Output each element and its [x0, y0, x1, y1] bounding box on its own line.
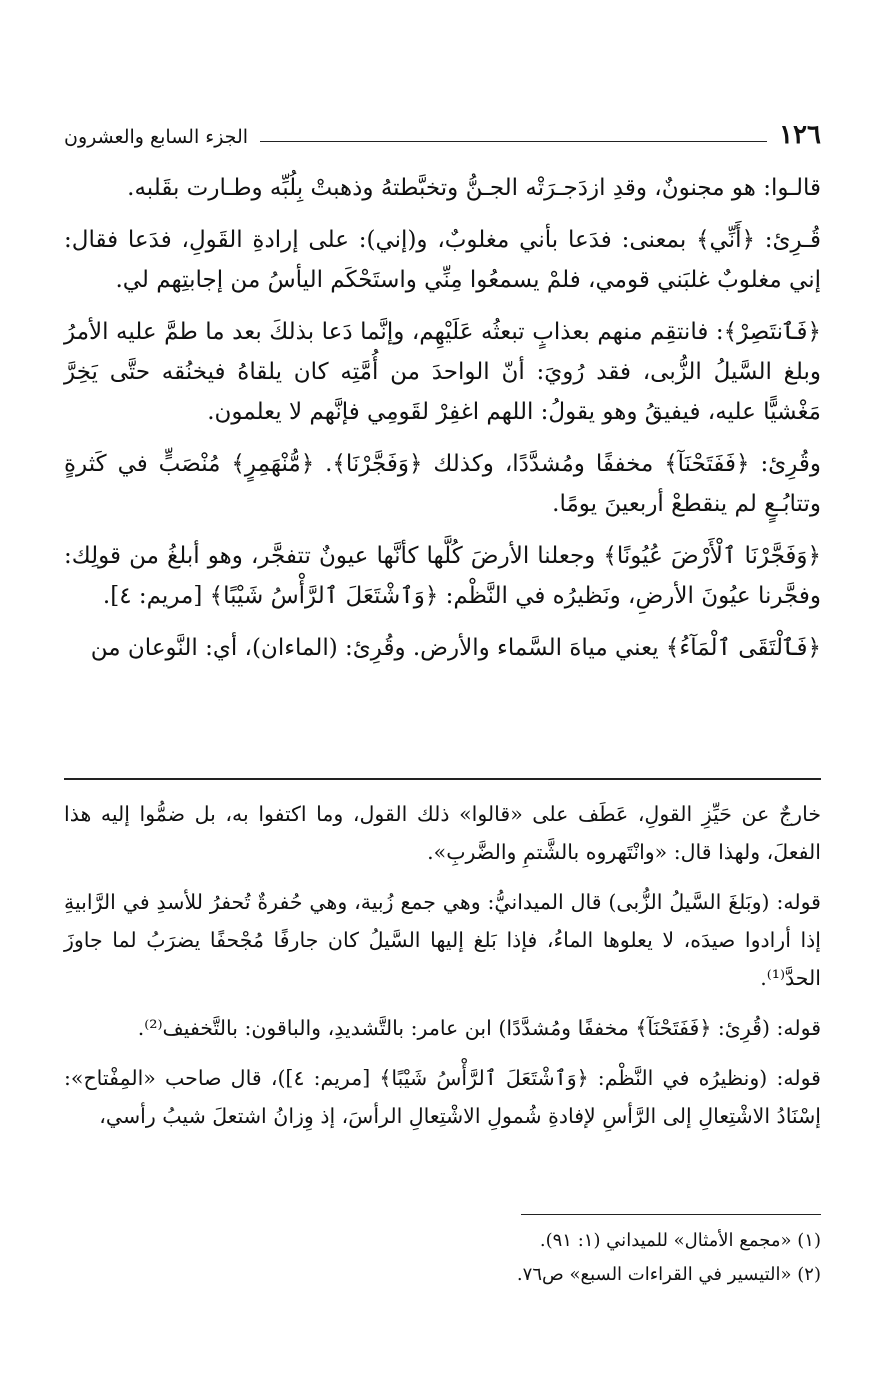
main-paragraph: ﴿فَٱلْتَقَى ٱلْمَآءُ﴾ يعني مياهَ السَّماء والأرض. وقُرِئ: (الماءان)، أي: النَّوعان من	[90, 635, 821, 661]
main-paragraph: ﴿وَفَجَّرْنَا ٱلْأَرْضَ عُيُونًا﴾ وجعلنا الأرضَ كُلَّها كأنَّها عيونٌ تتفجَّر، وهو أبلغُ من قولِك: وفجَّرنا عيُونَ الأرضِ، ونَظيرُه في النَّظْم: ﴿وَٱشْتَعَلَ ٱلرَّأْسُ شَيْبًا﴾ [مريم: ٤].	[64, 543, 821, 609]
footnote: (١) «مجمع الأمثال» للميداني (١: ٩١).	[539, 1230, 821, 1251]
main-text	[64, 168, 821, 680]
main-paragraph: ﴿فَٱنتَصِرْ﴾: فانتقِم منهم بعذابٍ تبعثُه عَلَيْهِم، وإنَّما دَعا بذلكَ بعد ما طمَّ عليه الأمرُ وبلغ السَّيلُ الزُّبى، فقد رُويَ: أنّ الواحدَ من أُمَّتِه كان يلقاهُ فيخنُقه حتَّى يَخِرَّ مَغْشيًّا عليه، فيفيقُ وهو يقولُ: اللهم اغفِرْ لقَومِي فإنَّهم لا يعلمون.	[64, 319, 821, 425]
commentary-paragraph: قوله: (وبَلغَ السَّيلُ الزُّبى) قال الميدانيُّ: وهي جمع زُبية، وهي حُفرةٌ تُحفرُ للأسدِ في الرَّابيةِ إذا أرادوا صيدَه، لا يعلوها الماءُ، فإذا بَلغ إليها السَّيلُ كان جارفًا مُجْحفًا يضرَبُ لما جاوزَ الحدَّ⁽¹⁾.	[64, 890, 821, 990]
footnote: (٢) «التيسير في القراءات السبع» ص٧٦.	[516, 1264, 821, 1285]
running-header	[64, 118, 821, 148]
main-paragraph: قُـرِئ: ﴿أَنِّي﴾ بمعنى: فدَعا بأني مغلوبٌ، و(إني): على إرادةِ القَولِ، فدَعا فقال: إني مغلوبٌ غلبَني قومي، فلمْ يسمعُوا مِنِّي واستَحْكَم اليأسُ من إجابتِهم لي.	[64, 227, 821, 293]
footnotes	[64, 1224, 821, 1292]
main-paragraph: قالـوا: هو مجنونٌ، وقدِ ازدَجـرَتْه الجـنُّ وتخبَّطتهُ وذهبتْ بِلُبِّه وطـارت بقَلبه.	[127, 175, 821, 201]
commentary-paragraph: قوله: (ونظيرُه في النَّظْم: ﴿وَٱشْتَعَلَ ٱلرَّأْسُ شَيْبًا﴾ [مريم: ٤])، قال صاحب «المِفْتاح»: إسْنَادُ الاشْتِعالِ إلى الرَّأسِ لإفادةِ شُمولِ الاشْتِعالِ الرأسَ، إذ وِزانُ اشتعلَ شيبُ رأسي،	[64, 1066, 821, 1128]
running-title: الجزء السابع والعشرون	[64, 126, 249, 148]
header-rule	[260, 141, 767, 142]
main-paragraph: وقُرِئ: ﴿فَفَتَحْنَآ﴾ مخففًا ومُشدَّدًا، وكذلك ﴿وَفَجَّرْنَا﴾. ﴿مُّنْهَمِرٍ﴾ مُنْصَبٍّ في كَثرةٍ وتتابُـعٍ لم ينقطعْ أربعينَ يومًا.	[64, 451, 821, 517]
commentary-separator	[64, 778, 821, 780]
footnote-separator	[521, 1214, 821, 1215]
commentary-text	[64, 795, 821, 1147]
page-number: ١٢٦	[779, 120, 821, 150]
commentary-paragraph: قوله: (قُرِئ: ﴿فَفَتَحْنَآ﴾ مخففًا ومُشدَّدًا) ابن عامر: بالتَّشديدِ، والباقون: بالتَّخفيف⁽²⁾.	[137, 1016, 821, 1040]
commentary-paragraph: خارجٌ عن حَيِّزِ القولِ، عَطَف على «قالوا» ذلك القول، وما اكتفوا به، بل ضمُّوا إليه هذا الفعلَ، ولهذا قال: «وانْتَهروه بالشَّتمِ والضَّربِ».	[64, 802, 821, 864]
